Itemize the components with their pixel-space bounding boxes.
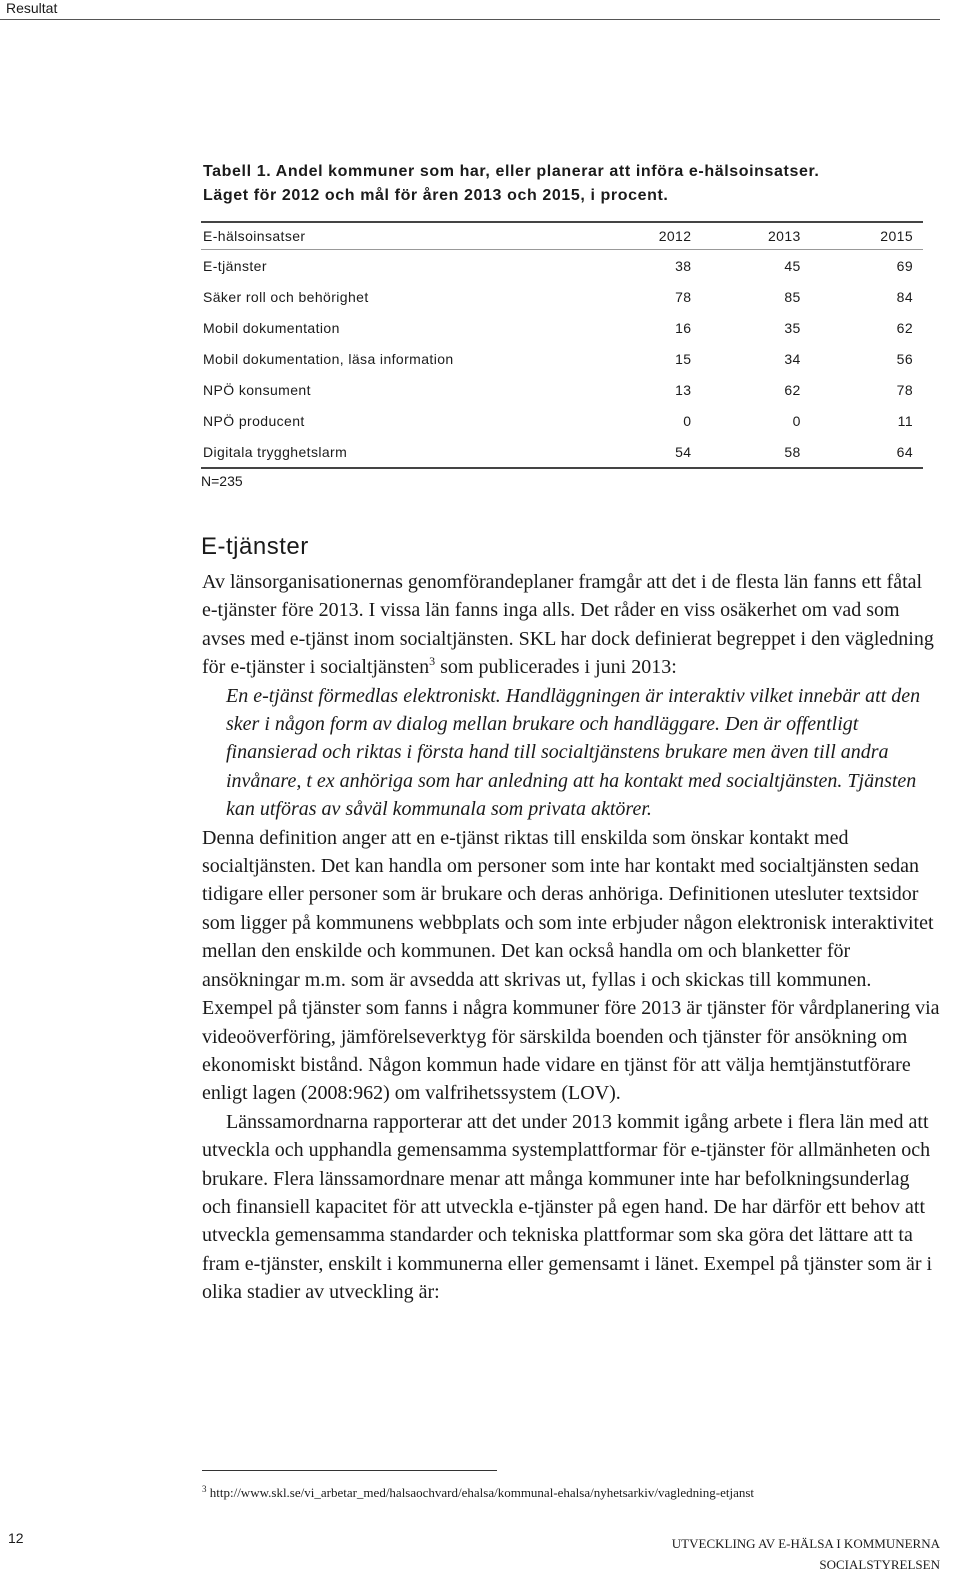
table-cell: 84: [896, 288, 914, 305]
table-cell: 85: [784, 288, 801, 305]
table-cell: 56: [896, 350, 914, 367]
paragraph: Länssamordnarna rapporterar att det under 2013 kommit igång arbete i flera län med att utveckla och upphandla gemensamma systemplattformar för e-tjänster för allmänheten och brukare. Flera länssamordnare menar att många kommuner inte har befolkningsunderlag och finansiell kapacitet för att utveckla e-tjänster på egen hand. De har därför ett behov att utveckla gemensamma standarder och tekniska plattformar som ska göra det lättare att ta fram e-tjänster, enskilt i kommunerna eller gemensamt i länet. Exempel på tjänster som är i olika stadier av utveckling är:: [202, 1110, 933, 1304]
table-row: [201, 250, 923, 281]
paragraph-text: som publicerades i juni 2013:: [435, 656, 677, 679]
table-cell: 78: [675, 288, 692, 305]
table-cell: 15: [675, 350, 692, 367]
table-cell: Mobil dokumentation: [203, 319, 340, 336]
table-header-row: [201, 223, 923, 249]
table-cell: 64: [896, 443, 914, 460]
footer-publisher: SOCIALSTYRELSEN: [819, 1557, 940, 1572]
table-cell: 38: [675, 257, 692, 274]
table-cell: Mobil dokumentation, läsa information: [203, 350, 454, 367]
body-text: [202, 568, 942, 1307]
table-cell: 0: [792, 412, 801, 429]
page-footer: [672, 1533, 940, 1575]
caption-line-1: Tabell 1. Andel kommuner som har, eller planerar att införa e-hälsoinsatser.: [203, 163, 820, 180]
footnote-reference[interactable]: 3: [429, 654, 436, 669]
table-cell: E-tjänster: [203, 257, 267, 274]
table-row: [201, 281, 923, 312]
table-header-cell: E-hälsoinsatser: [203, 228, 306, 244]
table-rule-bottom: [201, 467, 923, 469]
paragraph-text: Av länsorganisationernas genomförandeplaner framgår att det i de flesta län fanns ett fåtal e-tjänster före 2013. I vissa län fanns inga alls. Det råder en viss osäkerhet om vad som avses med e-tjänst inom socialtjänsten. SKL har dock definierat begreppet i den vägledning för e-tjänster i socialtjänsten: [202, 571, 934, 679]
table-cell: 69: [896, 257, 914, 274]
table-cell: 62: [896, 319, 914, 336]
table-header-cell: 2013: [768, 228, 801, 244]
table-cell: 0: [683, 412, 692, 429]
table-row: [201, 312, 923, 343]
paragraph: [202, 568, 942, 682]
footnote-number: 3: [202, 1484, 207, 1494]
paragraph: Exempel på tjänster som fanns i några kommuner före 2013 är tjänster för vårdplanering via videoöverföring, jämförelseverktyg för särskilda boenden och tjänster för ansökning om ekonomiskt bistånd. Någon kommun hade vidare en tjänst för att välja hemtjänstutförare enligt lagen (2008:962) om valfrihetssystem (LOV).: [202, 997, 940, 1105]
table-cell: 13: [675, 381, 692, 398]
table-cell: 16: [675, 319, 692, 336]
table-row: [201, 343, 923, 374]
table-cell: 58: [784, 443, 801, 460]
table-row: [201, 436, 923, 467]
table-row: [201, 374, 923, 405]
caption-line-2: Läget för 2012 och mål för åren 2013 och 2015, i procent.: [203, 187, 669, 204]
paragraph: Denna definition anger att en e-tjänst riktas till enskilda som önskar kontakt med socialtjänsten. Det kan handla om personer som inte har kontakt med socialtjänsten sedan tidigare eller personer som är brukare och deras anhöriga. Definitionen utesluter textsidor som ligger på kommunens webbplats och som inte erbjuder någon elektronisk interaktivitet mellan den enskilde och kommunen. Det kan också handla om och blanketter för ansökningar m.m. som är avsedda att skrivas ut, fyllas i och skickas till kommunen.: [202, 826, 934, 991]
page-number: 12: [8, 1530, 24, 1546]
table-header-cell: 2012: [658, 228, 692, 244]
footnote-rule: [202, 1470, 497, 1471]
table-cell: 62: [784, 381, 801, 398]
table-cell: Säker roll och behörighet: [203, 288, 369, 305]
table-cell: 45: [784, 257, 801, 274]
table-cell: NPÖ konsument: [203, 381, 311, 398]
data-table: [201, 221, 923, 469]
table-caption: [203, 160, 943, 208]
header-rule: [0, 19, 940, 20]
table-cell: 78: [896, 381, 914, 398]
table-header-cell: 2015: [880, 228, 914, 244]
table-cell: NPÖ producent: [203, 412, 305, 429]
block-quote: En e-tjänst förmedlas elektroniskt. Handläggningen är interaktiv vilket innebär att den sker i någon form av dialog mellan brukare och handläggare. Den är offentligt finansierad och riktas i första hand till socialtjänstens brukare men även till andra invånare, t ex anhöriga som har anledning att ha kontakt med socialtjänsten. Tjänsten kan utföras av såväl kommunala som privata aktörer.: [226, 684, 921, 821]
footer-title: UTVECKLING AV E-HÄLSA I KOMMUNERNA: [671, 1536, 940, 1551]
footnote-link[interactable]: http://www.skl.se/vi_arbetar_med/halsaochvard/ehalsa/kommunal-ehalsa/nyhetsarkiv/vagledning-etjanst: [209, 1485, 755, 1500]
table-cell: 34: [784, 350, 801, 367]
table-cell: Digitala trygghetslarm: [203, 443, 348, 460]
running-head: Resultat: [6, 0, 58, 16]
table-note: N=235: [201, 473, 243, 489]
section-heading: E-tjänster: [201, 533, 309, 560]
table-cell: 11: [897, 412, 914, 429]
footnote: [202, 1485, 754, 1501]
table-row: [201, 405, 923, 436]
table-cell: 35: [784, 319, 801, 336]
table-cell: 54: [675, 443, 692, 460]
